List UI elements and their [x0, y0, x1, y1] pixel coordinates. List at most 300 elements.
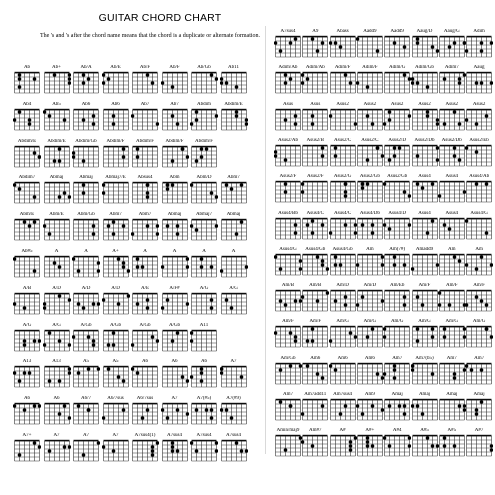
finger-dot: [361, 182, 365, 186]
finger-dot: [170, 159, 174, 163]
finger-dot: [343, 190, 347, 194]
fretboard-diagram: [102, 439, 130, 463]
chord-cell: [219, 433, 249, 467]
finger-dot: [475, 122, 479, 126]
fretboard-diagram: [102, 292, 130, 316]
fretboard-diagram: [161, 181, 189, 205]
finger-dot: [97, 269, 100, 273]
fretboard-diagram: [329, 217, 357, 241]
fretboard-diagram: [102, 108, 130, 132]
chord-name: Aaug/D: [416, 29, 433, 34]
finger-dot: [220, 269, 223, 273]
finger-dot: [215, 114, 218, 118]
fretboard-diagram: [465, 108, 493, 132]
finger-dot: [185, 302, 188, 306]
chord-name: Amaj: [391, 392, 403, 397]
finger-dot: [239, 376, 243, 380]
finger-dot: [415, 340, 419, 344]
fretboard-diagram: [72, 108, 100, 132]
finger-dot: [321, 404, 325, 408]
finger-dot: [294, 231, 298, 235]
finger-dot: [321, 154, 325, 158]
finger-dot: [415, 41, 419, 45]
fretboard-diagram: [438, 35, 466, 59]
chord-name: Ab/Gb: [197, 65, 211, 70]
fretboard-diagram: [465, 398, 493, 422]
chord-name: Am7add11: [304, 392, 327, 397]
finger-dot: [210, 298, 214, 302]
finger-dot: [33, 339, 37, 343]
fretboard-diagram: [383, 434, 411, 458]
finger-dot: [43, 302, 46, 306]
finger-dot: [111, 232, 115, 236]
finger-dot: [393, 41, 397, 45]
finger-dot: [67, 77, 70, 81]
finger-dot: [457, 77, 461, 81]
chord-name: Am/Eb: [389, 283, 405, 289]
finger-dot: [366, 440, 370, 444]
finger-dot: [274, 41, 277, 45]
fretboard-diagram: [356, 362, 384, 386]
finger-dot: [43, 224, 46, 228]
fretboard-diagram: [102, 145, 130, 169]
finger-dot: [411, 267, 414, 271]
fretboard-diagram: [220, 439, 248, 463]
finger-dot: [415, 328, 419, 332]
finger-dot: [151, 449, 155, 453]
chord-name: A7+: [22, 433, 32, 438]
fretboard-diagram: [161, 108, 189, 132]
chord-cell: [219, 139, 249, 173]
chord-name: A/Gb: [168, 322, 181, 328]
finger-dot: [102, 416, 105, 420]
fretboard-diagram: [274, 144, 302, 168]
finger-dot: [485, 182, 489, 186]
fretboard-diagram: [274, 325, 302, 349]
chord-name: A6: [53, 396, 60, 402]
fretboard-diagram: [356, 398, 384, 422]
finger-dot: [376, 146, 380, 150]
finger-dot: [321, 146, 325, 150]
finger-dot: [190, 224, 193, 228]
finger-dot: [229, 306, 233, 310]
finger-dot: [175, 449, 179, 453]
fretboard-diagram: [438, 180, 466, 204]
fretboard-diagram: [131, 439, 159, 463]
finger-dot: [116, 257, 120, 261]
finger-dot: [170, 449, 174, 453]
finger-dot: [284, 158, 288, 162]
finger-dot: [306, 340, 310, 344]
finger-dot: [430, 219, 434, 223]
finger-dot: [28, 118, 32, 122]
finger-dot: [165, 184, 169, 188]
finger-dot: [475, 182, 479, 186]
chart-note: The 's and 's after the chord name means that the chord is a duplicate or alternate formation.: [39, 33, 261, 39]
finger-dot: [77, 372, 81, 376]
fretboard-diagram: [102, 365, 130, 389]
fretboard-diagram: [190, 439, 218, 463]
finger-dot: [301, 295, 304, 299]
fretboard-diagram: [411, 71, 439, 95]
finger-dot: [161, 265, 164, 269]
finger-dot: [62, 192, 66, 196]
finger-dot: [371, 404, 375, 408]
chord-name: A7sus4: [166, 433, 182, 438]
finger-dot: [146, 298, 150, 302]
fretboard-diagram: [329, 398, 357, 422]
fretboard-diagram: [161, 292, 189, 316]
fretboard-diagram: [274, 398, 302, 422]
fretboard-diagram: [329, 434, 357, 458]
fretboard-diagram: [161, 255, 189, 279]
finger-dot: [165, 298, 169, 302]
fretboard-diagram: [131, 71, 159, 95]
fretboard-diagram: [301, 253, 329, 277]
fretboard-diagram: [43, 439, 71, 463]
finger-dot: [343, 303, 347, 307]
finger-dot: [92, 302, 96, 306]
finger-dot: [47, 449, 51, 453]
finger-dot: [284, 303, 288, 307]
finger-dot: [311, 340, 315, 344]
chord-name: A#+: [365, 428, 375, 434]
finger-dot: [321, 41, 325, 45]
fretboard-diagram: [131, 365, 159, 389]
finger-dot: [398, 146, 402, 150]
finger-dot: [210, 73, 214, 77]
fretboard-diagram: [190, 71, 218, 95]
finger-dot: [131, 232, 134, 236]
finger-dot: [452, 372, 456, 376]
finger-dot: [200, 380, 204, 384]
finger-dot: [43, 306, 46, 310]
chord-name: A6: [200, 359, 208, 365]
fretboard-diagram: [72, 365, 100, 389]
finger-dot: [316, 299, 320, 303]
chord-name: A6: [141, 359, 149, 365]
finger-dot: [465, 146, 468, 150]
fretboard-diagram: [383, 325, 411, 349]
finger-dot: [475, 412, 479, 416]
finger-dot: [343, 295, 347, 299]
finger-dot: [284, 448, 288, 452]
finger-dot: [195, 408, 199, 412]
finger-dot: [52, 73, 56, 77]
finger-dot: [215, 449, 218, 453]
finger-dot: [383, 122, 386, 126]
finger-dot: [23, 339, 27, 343]
finger-dot: [393, 368, 397, 372]
finger-dot: [210, 408, 214, 412]
chord-name: Ab/F: [169, 65, 180, 70]
finger-dot: [294, 340, 298, 344]
finger-dot: [28, 224, 32, 228]
finger-dot: [333, 146, 337, 150]
finger-dot: [393, 255, 397, 259]
fretboard-diagram: [13, 255, 41, 279]
chord-name: Asus2: [336, 101, 349, 107]
finger-dot: [366, 158, 370, 162]
finger-dot: [87, 368, 91, 372]
finger-dot: [77, 269, 81, 273]
finger-dot: [220, 77, 223, 81]
finger-dot: [234, 232, 238, 236]
chord-name: A9: [312, 29, 319, 34]
chord-name: Am/Gb: [280, 355, 296, 361]
chord-name: Am/F: [309, 319, 322, 325]
finger-dot: [170, 441, 174, 445]
fretboard-diagram: [43, 292, 71, 316]
finger-dot: [274, 150, 277, 154]
finger-dot: [430, 182, 434, 186]
finger-dot: [82, 118, 86, 122]
finger-dot: [425, 110, 429, 114]
chord-name: Asus2: [390, 101, 404, 107]
finger-dot: [18, 77, 22, 81]
finger-dot: [200, 147, 204, 151]
finger-dot: [239, 184, 243, 188]
fretboard-diagram: [102, 329, 130, 353]
chord-name: A7(#5): [196, 396, 212, 402]
chord-name: Aadd9: [390, 29, 404, 34]
fretboard-diagram: [190, 145, 218, 169]
fretboard-diagram: [190, 255, 218, 279]
chord-name: Asus2/Db: [414, 137, 435, 143]
finger-dot: [470, 368, 474, 372]
finger-dot: [393, 376, 397, 380]
fretboard-diagram: [102, 71, 130, 95]
chord-name: Abdim/E: [17, 138, 37, 144]
chord-cell: [189, 323, 219, 357]
finger-dot: [452, 376, 456, 380]
fretboard-diagram: [161, 439, 189, 463]
finger-dot: [366, 444, 370, 448]
finger-dot: [205, 147, 209, 151]
finger-dot: [43, 110, 46, 114]
finger-dot: [185, 380, 188, 384]
fretboard-diagram: [329, 253, 357, 277]
finger-dot: [475, 295, 479, 299]
finger-dot: [47, 114, 51, 118]
finger-dot: [348, 81, 352, 85]
finger-dot: [200, 372, 204, 376]
chord-name: Asus2/Eb: [469, 137, 489, 143]
finger-dot: [185, 265, 188, 269]
chord-name: Ab11: [228, 65, 239, 70]
finger-dot: [425, 436, 429, 440]
finger-dot: [316, 372, 320, 376]
finger-dot: [442, 436, 446, 440]
finger-dot: [156, 339, 159, 343]
finger-dot: [415, 182, 419, 186]
finger-dot: [438, 194, 441, 198]
finger-dot: [195, 159, 199, 163]
finger-dot: [195, 118, 199, 122]
fretboard-diagram: [411, 217, 439, 241]
fretboard-diagram: [190, 292, 218, 316]
finger-dot: [215, 77, 218, 81]
chord-name: Ab4: [22, 101, 32, 107]
chord-name: Abm: [169, 175, 180, 181]
chord-name: A7: [171, 396, 178, 402]
chord-name: Abmaj: [79, 175, 93, 181]
finger-dot: [165, 224, 169, 228]
finger-dot: [13, 372, 16, 376]
finger-dot: [425, 231, 429, 235]
finger-dot: [67, 196, 70, 200]
fretboard-diagram: [356, 434, 384, 458]
chord-cell: [464, 247, 494, 281]
finger-dot: [321, 259, 325, 263]
chord-name: A: [54, 249, 59, 254]
finger-dot: [156, 122, 159, 126]
chord-name: Am/F: [445, 283, 458, 289]
finger-dot: [480, 400, 484, 404]
finger-dot: [77, 302, 81, 306]
fretboard-diagram: [411, 362, 439, 386]
chord-cell: [464, 102, 494, 136]
chord-name: Abdim/E: [47, 138, 66, 144]
finger-dot: [333, 368, 337, 372]
finger-dot: [403, 412, 407, 416]
chord-name: A/D: [52, 285, 61, 291]
chord-name: Abm/Gb: [77, 212, 95, 218]
fretboard-diagram: [72, 292, 100, 316]
chord-cell: [219, 65, 249, 99]
finger-dot: [190, 376, 193, 380]
finger-dot: [415, 37, 419, 41]
finger-dot: [311, 328, 315, 332]
fretboard-diagram: [161, 402, 189, 426]
finger-dot: [200, 155, 204, 159]
finger-dot: [438, 291, 441, 295]
finger-dot: [393, 263, 397, 267]
finger-dot: [13, 118, 16, 122]
finger-dot: [447, 303, 451, 307]
finger-dot: [165, 416, 169, 420]
fretboard-diagram: [161, 365, 189, 389]
chord-name: Abdim7: [18, 175, 36, 181]
finger-dot: [57, 196, 61, 200]
finger-dot: [52, 159, 56, 163]
fretboard-diagram: [72, 145, 100, 169]
finger-dot: [442, 77, 446, 81]
fretboard-diagram: [13, 365, 41, 389]
finger-dot: [190, 331, 193, 335]
fretboard-diagram: [161, 71, 189, 95]
chord-name: Ab: [23, 65, 31, 70]
fretboard-diagram: [72, 71, 100, 95]
finger-dot: [170, 114, 174, 118]
finger-dot: [151, 445, 155, 449]
fretboard-diagram: [13, 402, 41, 426]
finger-dot: [411, 77, 414, 81]
finger-dot: [97, 368, 100, 372]
finger-dot: [442, 328, 446, 332]
chord-name: Am/G: [445, 319, 459, 325]
chord-name: Asus2/G: [333, 174, 352, 180]
finger-dot: [72, 155, 75, 159]
finger-dot: [490, 263, 493, 267]
chord-name: A13: [22, 359, 32, 365]
finger-dot: [311, 114, 315, 118]
finger-dot: [457, 158, 461, 162]
finger-dot: [457, 81, 461, 85]
finger-dot: [306, 364, 310, 368]
fretboard-diagram: [161, 145, 189, 169]
finger-dot: [383, 328, 386, 332]
finger-dot: [23, 306, 27, 310]
finger-dot: [97, 302, 100, 306]
fretboard-diagram: [190, 365, 218, 389]
finger-dot: [490, 444, 493, 448]
finger-dot: [343, 73, 347, 77]
fretboard-diagram: [72, 255, 100, 279]
fretboard-diagram: [274, 108, 302, 132]
fretboard-diagram: [465, 325, 493, 349]
fretboard-diagram: [220, 402, 248, 426]
fretboard-diagram: [13, 292, 41, 316]
finger-dot: [321, 376, 325, 380]
chord-name: Asus4/Db: [359, 210, 380, 216]
finger-dot: [366, 182, 370, 186]
finger-dot: [457, 404, 461, 408]
chord-name: A/G: [22, 322, 32, 328]
fretboard-diagram: [220, 292, 248, 316]
chord-name: Ab6: [111, 101, 120, 107]
chord-cell: [464, 319, 494, 353]
fretboard-diagram: [383, 217, 411, 241]
fretboard-diagram: [438, 325, 466, 349]
fretboard-diagram: [301, 180, 329, 204]
finger-dot: [106, 368, 110, 372]
finger-dot: [388, 404, 392, 408]
finger-dot: [136, 372, 140, 376]
finger-dot: [195, 110, 199, 114]
chord-name: Adim: [473, 29, 485, 34]
finger-dot: [376, 49, 380, 53]
chord-name: Asus2: [418, 101, 431, 107]
chord-name: Asus4/Gb: [305, 246, 326, 252]
finger-dot: [415, 295, 419, 299]
fretboard-diagram: [274, 180, 302, 204]
finger-dot: [190, 122, 193, 126]
finger-dot: [333, 41, 337, 45]
finger-dot: [383, 182, 386, 186]
chord-name: Asus2: [472, 101, 486, 107]
finger-dot: [111, 114, 115, 118]
fretboard-diagram: [43, 71, 71, 95]
finger-dot: [62, 404, 66, 408]
finger-dot: [151, 335, 155, 339]
finger-dot: [244, 449, 247, 453]
chord-name: Asus2/Gb: [387, 174, 408, 180]
finger-dot: [480, 255, 484, 259]
finger-dot: [289, 77, 293, 81]
chord-name: A6/7sus: [107, 396, 124, 402]
finger-dot: [190, 339, 193, 343]
finger-dot: [175, 122, 179, 126]
chord-name: Am/B: [309, 283, 322, 289]
fretboard-diagram: [102, 218, 130, 242]
fretboard-diagram: [220, 365, 248, 389]
fretboard-diagram: [301, 71, 329, 95]
finger-dot: [329, 231, 332, 235]
finger-dot: [411, 364, 414, 368]
finger-dot: [289, 404, 293, 408]
finger-dot: [480, 49, 484, 53]
